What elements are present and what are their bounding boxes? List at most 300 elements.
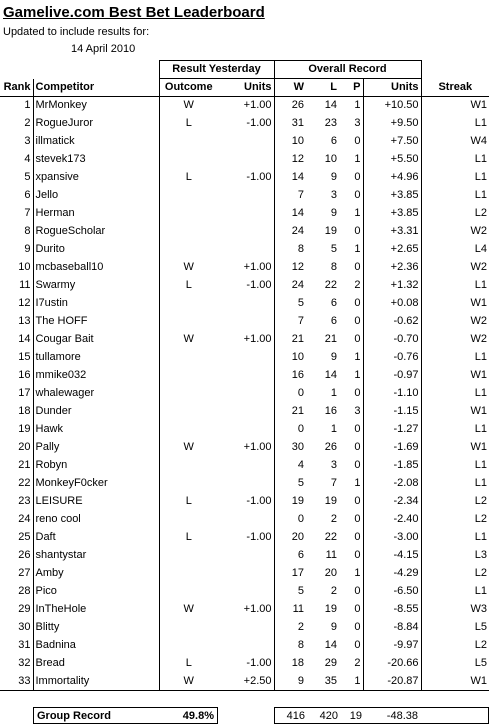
units-yesterday-cell bbox=[218, 133, 274, 151]
updated-label: Updated to include results for: bbox=[3, 26, 150, 38]
wins-cell: 17 bbox=[291, 567, 304, 579]
units-yesterday-cell bbox=[218, 367, 274, 385]
table-row bbox=[0, 493, 489, 511]
pushes-cell: 0 bbox=[339, 601, 363, 619]
units-cell: +3.85 bbox=[390, 207, 419, 219]
rank-cell: 30 bbox=[18, 621, 31, 633]
wins-cell: 0 bbox=[297, 387, 304, 399]
wins-cell: 24 bbox=[291, 225, 304, 237]
rank-cell: 14 bbox=[18, 333, 31, 345]
units-cell: -9.97 bbox=[393, 639, 419, 651]
losses-cell: 3 bbox=[330, 189, 337, 201]
streak-cell: L1 bbox=[421, 457, 489, 475]
rank-cell: 29 bbox=[18, 603, 31, 615]
competitor-name: illmatick bbox=[33, 133, 159, 151]
pushes-cell: 0 bbox=[339, 295, 363, 313]
outcome-cell bbox=[159, 385, 218, 403]
losses-cell: 7 bbox=[330, 477, 337, 489]
units-cell: +0.08 bbox=[390, 297, 419, 309]
pushes-header: P bbox=[339, 79, 363, 97]
units-yesterday-cell: -1.00 bbox=[218, 277, 274, 295]
table-row bbox=[0, 403, 489, 421]
pushes-cell: 0 bbox=[339, 439, 363, 457]
table-row bbox=[0, 97, 489, 115]
wins-cell: 7 bbox=[297, 315, 304, 327]
pushes-cell: 2 bbox=[339, 655, 363, 673]
units-cell: -6.50 bbox=[393, 585, 419, 597]
units-yesterday-cell bbox=[218, 223, 274, 241]
outcome-header: Outcome bbox=[159, 79, 218, 97]
pushes-cell: 1 bbox=[339, 367, 363, 385]
outcome-cell: W bbox=[183, 99, 194, 112]
outcome-cell bbox=[159, 223, 218, 241]
pushes-cell: 1 bbox=[339, 151, 363, 169]
losses-cell: 6 bbox=[330, 297, 337, 309]
losses-cell: 19 bbox=[324, 225, 337, 237]
rank-cell: 12 bbox=[18, 297, 31, 309]
table-row bbox=[0, 151, 489, 169]
wins-cell: 19 bbox=[291, 495, 304, 507]
losses-cell: 23 bbox=[324, 117, 337, 129]
pushes-cell: 0 bbox=[339, 421, 363, 439]
leaderboard-table bbox=[0, 60, 489, 691]
competitor-name: tullamore bbox=[33, 349, 159, 367]
table-row bbox=[0, 439, 489, 457]
rank-cell: 15 bbox=[18, 351, 31, 363]
rank-cell: 4 bbox=[24, 153, 31, 165]
rank-cell: 6 bbox=[24, 189, 31, 201]
pushes-cell: 2 bbox=[339, 277, 363, 295]
pushes-cell: 1 bbox=[339, 475, 363, 493]
wins-cell: 8 bbox=[297, 243, 304, 255]
streak-cell: L1 bbox=[421, 349, 489, 367]
table-row bbox=[0, 637, 489, 655]
table-row bbox=[0, 331, 489, 349]
competitor-name: Pico bbox=[33, 583, 159, 601]
rank-cell: 9 bbox=[24, 243, 31, 255]
losses-cell: 14 bbox=[324, 99, 337, 112]
streak-cell: L3 bbox=[421, 547, 489, 565]
losses-cell: 9 bbox=[330, 351, 337, 363]
wins-cell: 0 bbox=[297, 513, 304, 525]
units-yesterday-cell bbox=[218, 205, 274, 223]
units-cell: -2.08 bbox=[393, 477, 419, 489]
outcome-cell: W bbox=[183, 441, 194, 453]
rank-cell: 23 bbox=[18, 495, 31, 507]
units-cell: -1.27 bbox=[393, 423, 419, 435]
table-row bbox=[0, 367, 489, 385]
units-yesterday-cell: +1.00 bbox=[218, 97, 274, 115]
wins-cell: 18 bbox=[291, 657, 304, 669]
losses-cell: 5 bbox=[330, 243, 337, 255]
units-yesterday-cell: +1.00 bbox=[218, 601, 274, 619]
losses-cell: 14 bbox=[324, 639, 337, 651]
pushes-cell: 0 bbox=[339, 187, 363, 205]
outcome-cell bbox=[159, 547, 218, 565]
units-header: Units bbox=[363, 79, 421, 97]
table-row bbox=[0, 529, 489, 547]
competitor-name: whalewager bbox=[33, 385, 159, 403]
rank-cell: 19 bbox=[18, 423, 31, 435]
streak-cell: L2 bbox=[421, 493, 489, 511]
table-row bbox=[0, 385, 489, 403]
streak-cell: L4 bbox=[421, 241, 489, 259]
competitor-name: mmike032 bbox=[33, 367, 159, 385]
units-cell: -0.70 bbox=[393, 333, 419, 345]
units-yesterday-cell bbox=[218, 313, 274, 331]
table-row bbox=[0, 259, 489, 277]
competitor-name: MrMonkey bbox=[33, 97, 159, 115]
rank-cell: 18 bbox=[18, 405, 31, 417]
outcome-cell: L bbox=[185, 171, 192, 183]
rank-cell: 8 bbox=[24, 225, 31, 237]
streak-cell: W1 bbox=[421, 295, 489, 313]
pushes-cell: 0 bbox=[339, 457, 363, 475]
wins-cell: 2 bbox=[297, 621, 304, 633]
rank-cell: 10 bbox=[18, 261, 31, 273]
pushes-cell: 0 bbox=[339, 223, 363, 241]
outcome-cell bbox=[159, 619, 218, 637]
pushes-cell: 1 bbox=[339, 349, 363, 367]
outcome-cell: L bbox=[185, 657, 192, 669]
pushes-cell: 0 bbox=[339, 637, 363, 655]
wins-cell: 31 bbox=[291, 117, 304, 129]
wins-cell: 10 bbox=[291, 135, 304, 147]
table-row bbox=[0, 565, 489, 583]
rank-header: Rank bbox=[0, 79, 33, 97]
outcome-cell bbox=[159, 511, 218, 529]
group-record-label: Group Record bbox=[37, 710, 111, 722]
streak-cell: L1 bbox=[421, 115, 489, 133]
group-record-footer bbox=[0, 707, 489, 725]
losses-cell: 1 bbox=[330, 387, 337, 399]
pushes-cell: 1 bbox=[339, 97, 363, 115]
outcome-cell: W bbox=[183, 603, 194, 615]
units-yesterday-cell bbox=[218, 547, 274, 565]
table-row bbox=[0, 601, 489, 619]
rank-cell: 17 bbox=[18, 387, 31, 399]
losses-cell: 3 bbox=[330, 459, 337, 471]
losses-cell: 6 bbox=[330, 135, 337, 147]
wins-cell: 12 bbox=[291, 153, 304, 165]
losses-cell: 22 bbox=[324, 279, 337, 291]
losses-cell: 8 bbox=[330, 261, 337, 273]
streak-cell: L2 bbox=[421, 565, 489, 583]
losses-cell: 16 bbox=[324, 405, 337, 417]
competitor-name: RogueScholar bbox=[33, 223, 159, 241]
wins-cell: 0 bbox=[297, 423, 304, 435]
units-yesterday-cell bbox=[218, 349, 274, 367]
streak-cell: W3 bbox=[421, 601, 489, 619]
group-header-row bbox=[0, 61, 489, 79]
units-yesterday-cell: -1.00 bbox=[218, 655, 274, 673]
units-yesterday-cell bbox=[218, 583, 274, 601]
streak-cell: L1 bbox=[421, 529, 489, 547]
losses-cell: 26 bbox=[324, 441, 337, 453]
wins-cell: 5 bbox=[297, 297, 304, 309]
competitor-name: Herman bbox=[33, 205, 159, 223]
losses-cell: 1 bbox=[330, 423, 337, 435]
streak-cell: L1 bbox=[421, 385, 489, 403]
units-yesterday-cell bbox=[218, 475, 274, 493]
losses-cell: 14 bbox=[324, 369, 337, 381]
streak-cell: W1 bbox=[421, 97, 489, 115]
outcome-cell bbox=[159, 187, 218, 205]
group-units: -48.38 bbox=[386, 710, 418, 722]
outcome-cell: W bbox=[183, 261, 194, 273]
table-row bbox=[0, 313, 489, 331]
streak-cell: L1 bbox=[421, 277, 489, 295]
streak-cell: W1 bbox=[421, 367, 489, 385]
rank-cell: 31 bbox=[18, 639, 31, 651]
outcome-cell bbox=[159, 295, 218, 313]
outcome-cell bbox=[159, 403, 218, 421]
competitor-name: Dunder bbox=[33, 403, 159, 421]
results-date: 14 April 2010 bbox=[71, 43, 136, 55]
units-yesterday-cell: -1.00 bbox=[218, 169, 274, 187]
group-record-pct: 49.8% bbox=[182, 710, 214, 722]
rank-cell: 5 bbox=[24, 171, 31, 183]
streak-cell: L1 bbox=[421, 421, 489, 439]
group-wins: 416 bbox=[286, 710, 305, 722]
wins-cell: 12 bbox=[291, 261, 304, 273]
table-row bbox=[0, 277, 489, 295]
competitor-name: Durito bbox=[33, 241, 159, 259]
competitor-name: Amby bbox=[33, 565, 159, 583]
losses-cell: 9 bbox=[330, 171, 337, 183]
streak-cell: L1 bbox=[421, 169, 489, 187]
competitor-name: reno cool bbox=[33, 511, 159, 529]
rank-cell: 7 bbox=[24, 207, 31, 219]
rank-cell: 3 bbox=[24, 135, 31, 147]
streak-cell: W1 bbox=[421, 439, 489, 457]
outcome-cell bbox=[159, 313, 218, 331]
group-losses: 420 bbox=[319, 710, 338, 722]
losses-cell: 9 bbox=[330, 207, 337, 219]
units-cell: +3.85 bbox=[390, 189, 419, 201]
units-cell: -0.97 bbox=[393, 369, 419, 381]
wins-cell: 30 bbox=[291, 441, 304, 453]
units-yesterday-cell bbox=[218, 511, 274, 529]
streak-header: Streak bbox=[421, 79, 489, 97]
outcome-cell: L bbox=[185, 279, 192, 291]
outcome-cell bbox=[159, 565, 218, 583]
units-yesterday-cell: -1.00 bbox=[218, 493, 274, 511]
pushes-cell: 1 bbox=[339, 673, 363, 691]
units-yesterday-cell bbox=[218, 385, 274, 403]
page-title: Gamelive.com Best Bet Leaderboard bbox=[3, 4, 265, 21]
losses-cell: 22 bbox=[324, 531, 337, 543]
competitor-header: Competitor bbox=[33, 79, 159, 97]
pushes-cell: 0 bbox=[339, 331, 363, 349]
pushes-cell: 0 bbox=[339, 547, 363, 565]
losses-cell: 10 bbox=[324, 153, 337, 165]
competitor-name: MonkeyF0cker bbox=[33, 475, 159, 493]
competitor-name: Daft bbox=[33, 529, 159, 547]
units-yesterday-cell bbox=[218, 637, 274, 655]
streak-cell: W2 bbox=[421, 331, 489, 349]
table-row bbox=[0, 421, 489, 439]
pushes-cell: 0 bbox=[339, 583, 363, 601]
outcome-cell bbox=[159, 349, 218, 367]
competitor-name: I7ustin bbox=[33, 295, 159, 313]
group-totals-box bbox=[274, 707, 489, 724]
streak-cell: W1 bbox=[421, 403, 489, 421]
pushes-cell: 0 bbox=[339, 493, 363, 511]
losses-cell: 20 bbox=[324, 567, 337, 579]
table-row bbox=[0, 133, 489, 151]
pushes-cell: 3 bbox=[339, 115, 363, 133]
rank-cell: 16 bbox=[18, 369, 31, 381]
wins-cell: 9 bbox=[274, 673, 306, 691]
pushes-cell: 3 bbox=[339, 403, 363, 421]
units-yesterday-cell bbox=[218, 457, 274, 475]
rank-cell: 27 bbox=[18, 567, 31, 579]
table-row bbox=[0, 583, 489, 601]
group-record-box bbox=[33, 707, 218, 724]
units-yesterday-cell bbox=[218, 187, 274, 205]
wins-cell: 16 bbox=[291, 369, 304, 381]
rank-cell: 21 bbox=[18, 459, 31, 471]
table-row bbox=[0, 673, 489, 691]
pushes-cell: 1 bbox=[339, 205, 363, 223]
streak-cell: W2 bbox=[421, 223, 489, 241]
units-cell: -1.85 bbox=[393, 459, 419, 471]
streak-cell: W1 bbox=[421, 673, 489, 691]
units-yesterday-cell: +2.50 bbox=[218, 673, 274, 691]
units-yesterday-cell bbox=[218, 619, 274, 637]
wins-cell: 20 bbox=[291, 531, 304, 543]
table-row bbox=[0, 205, 489, 223]
units-yesterday-header: Units bbox=[218, 79, 274, 97]
units-yesterday-cell bbox=[218, 421, 274, 439]
losses-cell: 29 bbox=[324, 657, 337, 669]
units-cell: -0.62 bbox=[393, 315, 419, 327]
units-cell: +9.50 bbox=[390, 117, 419, 129]
losses-cell: 35 bbox=[306, 673, 339, 691]
units-cell: +3.31 bbox=[390, 225, 419, 237]
competitor-name: RogueJuror bbox=[33, 115, 159, 133]
competitor-name: The HOFF bbox=[33, 313, 159, 331]
wins-cell: 5 bbox=[297, 585, 304, 597]
outcome-cell bbox=[159, 133, 218, 151]
units-cell: +1.32 bbox=[390, 279, 419, 291]
outcome-cell bbox=[159, 637, 218, 655]
units-yesterday-cell: +1.00 bbox=[218, 439, 274, 457]
wins-cell: 24 bbox=[291, 279, 304, 291]
wins-cell: 21 bbox=[291, 333, 304, 345]
losses-header: L bbox=[306, 79, 339, 97]
outcome-cell bbox=[159, 241, 218, 259]
rank-cell: 26 bbox=[18, 549, 31, 561]
table-row bbox=[0, 547, 489, 565]
pushes-cell: 1 bbox=[339, 241, 363, 259]
pushes-cell: 0 bbox=[339, 529, 363, 547]
outcome-cell: L bbox=[185, 495, 192, 507]
units-yesterday-cell bbox=[218, 151, 274, 169]
rank-cell: 11 bbox=[19, 279, 31, 291]
units-cell: -4.15 bbox=[393, 549, 419, 561]
table-row bbox=[0, 619, 489, 637]
wins-cell: 11 bbox=[292, 603, 304, 615]
outcome-cell: W bbox=[159, 673, 218, 691]
competitor-name: Bread bbox=[33, 655, 159, 673]
units-cell: +2.65 bbox=[390, 243, 419, 255]
losses-cell: 2 bbox=[330, 513, 337, 525]
wins-header: W bbox=[274, 79, 306, 97]
outcome-cell bbox=[159, 421, 218, 439]
wins-cell: 5 bbox=[297, 477, 304, 489]
streak-cell: W4 bbox=[421, 133, 489, 151]
wins-cell: 26 bbox=[291, 99, 304, 112]
table-row bbox=[0, 655, 489, 673]
competitor-name: Swarmy bbox=[33, 277, 159, 295]
streak-cell: W2 bbox=[421, 313, 489, 331]
pushes-cell: 0 bbox=[339, 619, 363, 637]
units-yesterday-cell: +1.00 bbox=[218, 259, 274, 277]
outcome-cell bbox=[159, 367, 218, 385]
outcome-cell bbox=[159, 151, 218, 169]
units-yesterday-cell bbox=[218, 295, 274, 313]
table-row bbox=[0, 241, 489, 259]
rank-cell: 24 bbox=[18, 513, 31, 525]
outcome-cell: W bbox=[183, 333, 194, 345]
competitor-name: Hawk bbox=[33, 421, 159, 439]
units-cell: -3.00 bbox=[393, 531, 419, 543]
units-cell: +2.36 bbox=[390, 261, 419, 273]
units-yesterday-cell: -1.00 bbox=[218, 529, 274, 547]
competitor-name: shantystar bbox=[33, 547, 159, 565]
units-cell: -20.87 bbox=[363, 673, 421, 691]
units-cell: -1.69 bbox=[393, 441, 419, 453]
outcome-cell: L bbox=[185, 531, 192, 543]
wins-cell: 14 bbox=[291, 171, 304, 183]
losses-cell: 19 bbox=[324, 603, 337, 615]
streak-cell: L1 bbox=[421, 187, 489, 205]
units-yesterday-cell: +1.00 bbox=[218, 331, 274, 349]
competitor-name: Pally bbox=[33, 439, 159, 457]
units-cell: +10.50 bbox=[384, 99, 419, 112]
streak-cell: L2 bbox=[421, 637, 489, 655]
table-row bbox=[0, 295, 489, 313]
outcome-cell bbox=[159, 583, 218, 601]
outcome-cell bbox=[159, 457, 218, 475]
rank-cell: 22 bbox=[18, 477, 31, 489]
wins-cell: 8 bbox=[297, 639, 304, 651]
competitor-name: stevek173 bbox=[33, 151, 159, 169]
wins-cell: 10 bbox=[291, 351, 304, 363]
wins-cell: 4 bbox=[297, 459, 304, 471]
rank-cell: 20 bbox=[18, 441, 31, 453]
rank-cell: 33 bbox=[0, 673, 33, 691]
rank-cell: 13 bbox=[18, 315, 31, 327]
pushes-cell: 0 bbox=[339, 313, 363, 331]
competitor-name: xpansive bbox=[33, 169, 159, 187]
units-cell: +7.50 bbox=[390, 135, 419, 147]
losses-cell: 2 bbox=[330, 585, 337, 597]
outcome-cell: L bbox=[185, 117, 192, 129]
units-yesterday-cell bbox=[218, 403, 274, 421]
units-cell: +5.50 bbox=[390, 153, 419, 165]
outcome-cell bbox=[159, 475, 218, 493]
units-yesterday-cell bbox=[218, 241, 274, 259]
units-cell: -2.34 bbox=[393, 495, 419, 507]
table-row bbox=[0, 187, 489, 205]
pushes-cell: 1 bbox=[339, 565, 363, 583]
table-row bbox=[0, 169, 489, 187]
losses-cell: 21 bbox=[324, 333, 337, 345]
wins-cell: 7 bbox=[297, 189, 304, 201]
